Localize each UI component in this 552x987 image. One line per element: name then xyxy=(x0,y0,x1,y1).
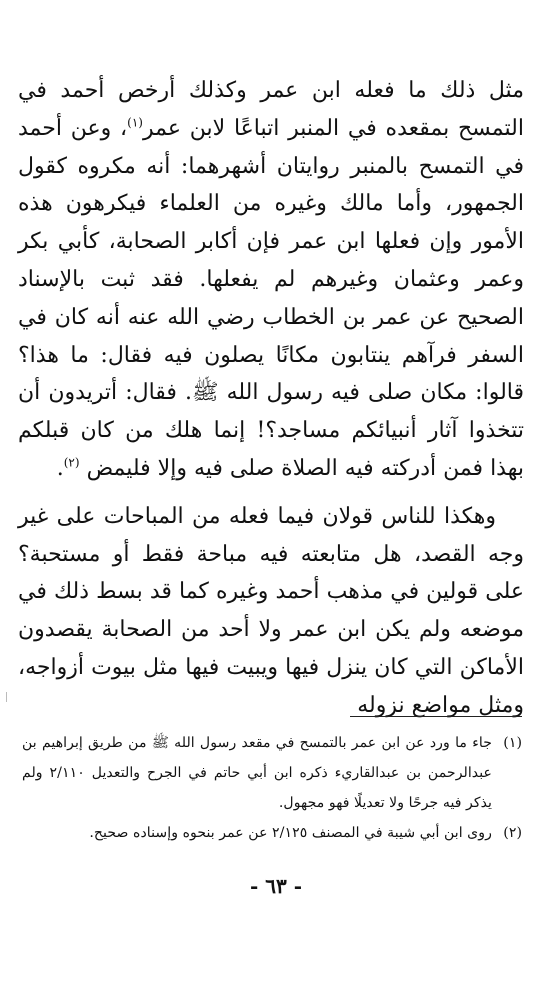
footnote-1 xyxy=(22,728,522,818)
footnote-separator xyxy=(350,716,522,717)
footnote-2-text: روى ابن أبي شيبة في المصنف ٢/١٢٥ عن عمر بنحوه وإسناده صحيح. xyxy=(89,825,492,841)
margin-mark xyxy=(6,692,7,702)
main-text xyxy=(18,72,524,725)
footnote-ref-2[interactable]: (٢) xyxy=(63,455,80,470)
paragraph-1-text-a: مثل ذلك ما فعله ابن عمر وكذلك أرخص أحمد في التمسح بمقعده في المنبر اتباعًا لابن عمر xyxy=(18,78,524,141)
paragraph-1-tail: . xyxy=(56,455,64,481)
footnotes xyxy=(22,728,522,848)
footnote-ref-1[interactable]: (١) xyxy=(127,115,143,130)
footnote-1-text: جاء ما ورد عن ابن عمر بالتمسح في مقعد رسول الله ﷺ من طريق إبراهيم بن عبدالرحمن بن عبدالقاريء ذكره ابن أبي حاتم في الجرح والتعديل ٢/١١٠ ولم يذكر فيه جرحًا ولا تعديلًا فهو مجهول. xyxy=(22,735,492,811)
paragraph-1-text-b: ، وعن أحمد في التمسح بالمنبر روايتان أشهرهما: أنه مكروه كقول الجمهور، وأما مالك وغيره من العلماء فيكرهون هذه الأمور وإن فعلها ابن عمر فإن أكابر الصحابة، كأبي بكر وعمر وعثمان وغيرهم لم يفعلها. فقد ثبت بالإسناد الصحيح عن عمر بن الخطاب رضي الله عنه أنه كان في السفر فرآهم ينتابون مكانًا يصلون فيه فقال: ما هذا؟ قالوا: مكان صلى فيه رسول الله ﷺ. فقال: أتريدون أن تتخذوا آثار أنبيائكم مساجد؟! إنما هلك من كان قبلكم بهذا فمن أدركته فيه الصلاة صلى فيه وإلا فليمض xyxy=(18,115,524,481)
footnote-2-number: (٢) xyxy=(503,825,522,841)
page-number: - ٦٣ - xyxy=(249,874,302,898)
paragraph-2: وهكذا للناس قولان فيما فعله من المباحات على غير وجه القصد، هل متابعته فيه مباحة فقط أو مستحبة؟ على قولين في مذهب أحمد وغيره كما قد بسط ذلك في موضعه ولم يكن ابن عمر ولا أحد من الصحابة يقصدون الأماكن التي كان ينزل فيها ويبيت فيها مثل بيوت أزواجه، ومثل مواضع نزوله xyxy=(18,503,524,718)
paragraph-1 xyxy=(18,72,524,488)
footnote-1-number: (١) xyxy=(503,735,522,751)
footnote-2 xyxy=(22,818,522,848)
